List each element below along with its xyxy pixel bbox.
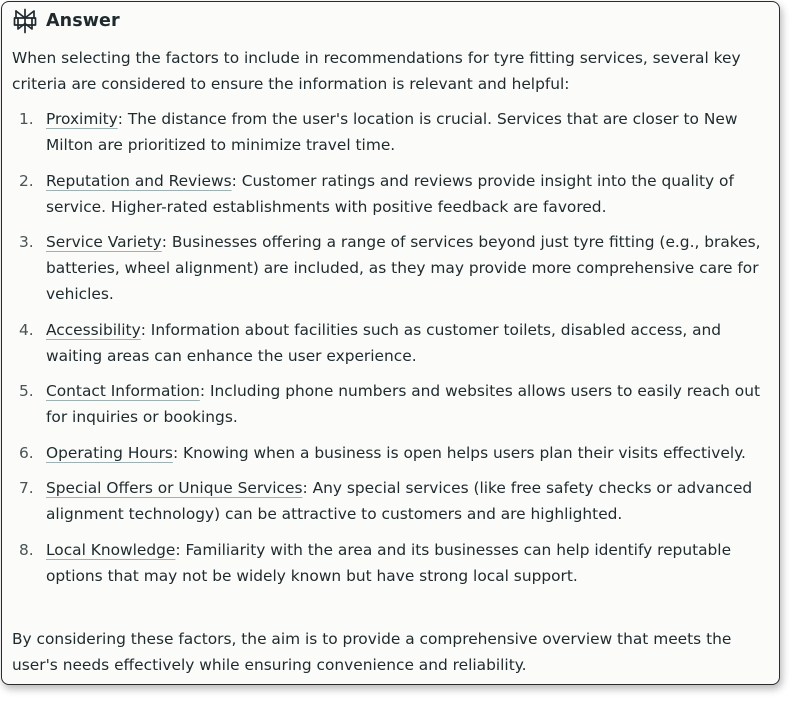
answer-title: Answer bbox=[46, 11, 120, 31]
factor-term[interactable]: Service Variety bbox=[46, 233, 162, 251]
list-item bbox=[2, 537, 771, 589]
list-item bbox=[2, 475, 771, 527]
list-number: 6. bbox=[19, 443, 34, 462]
factor-description: : Knowing when a business is open helps users plan their visits effectively. bbox=[172, 443, 746, 462]
factor-description: : Including phone numbers and websites allows users to easily reach out for inquiries or bookings. bbox=[46, 382, 761, 426]
list-number: 1. bbox=[19, 110, 34, 128]
list-number: 7. bbox=[19, 479, 34, 497]
factor-description: : Any special services (like free safety checks or advanced alignment technology) can be attractive to customers and are highlighted. bbox=[46, 479, 753, 523]
factor-description: : Businesses offering a range of services beyond just tyre fitting (e.g., brakes, batteries, wheel alignment) are included, as they may provide more comprehensive care for vehicles. bbox=[46, 233, 761, 303]
list-number: 2. bbox=[19, 171, 34, 190]
factor-term[interactable]: Operating Hours bbox=[46, 443, 173, 462]
list-item bbox=[2, 317, 771, 369]
list-item bbox=[2, 229, 771, 307]
list-number: 4. bbox=[19, 320, 34, 339]
list-item bbox=[2, 378, 771, 430]
factor-term[interactable]: Reputation and Reviews bbox=[46, 171, 232, 190]
list-item bbox=[2, 168, 771, 220]
factor-term[interactable]: Accessibility bbox=[46, 320, 141, 339]
factor-description: : Familiarity with the area and its businesses can help identify reputable options that may not be widely known but have strong local support. bbox=[46, 540, 732, 585]
list-item bbox=[2, 440, 771, 466]
factor-term[interactable]: Proximity bbox=[46, 110, 118, 128]
answer-card bbox=[1, 1, 780, 685]
factor-description: : The distance from the user's location is crucial. Services that are closer to New Milton are prioritized to minimize travel time. bbox=[46, 110, 738, 154]
list-number: 5. bbox=[19, 382, 34, 400]
factor-description: : Customer ratings and reviews provide insight into the quality of service. Higher-rated establishments with positive feedback are favored. bbox=[46, 171, 734, 216]
list-number: 3. bbox=[19, 233, 34, 251]
outro-paragraph: By considering these factors, the aim is to provide a comprehensive overview that meets the user's needs effectively while ensuring convenience and reliability. bbox=[12, 630, 732, 674]
factor-term[interactable]: Special Offers or Unique Services bbox=[46, 479, 303, 497]
answer-header bbox=[13, 8, 120, 34]
list-number: 8. bbox=[19, 540, 34, 559]
factor-term[interactable]: Local Knowledge bbox=[46, 540, 176, 559]
factor-list bbox=[2, 106, 781, 598]
list-item bbox=[2, 106, 771, 158]
factor-description: : Information about facilities such as customer toilets, disabled access, and waiting areas can enhance the user experience. bbox=[46, 320, 722, 365]
perplexity-logo-icon bbox=[13, 8, 37, 34]
intro-paragraph: When selecting the factors to include in recommendations for tyre fitting services, several key criteria are considered to ensure the information is relevant and helpful: bbox=[12, 49, 741, 93]
factor-term[interactable]: Contact Information bbox=[46, 382, 200, 400]
